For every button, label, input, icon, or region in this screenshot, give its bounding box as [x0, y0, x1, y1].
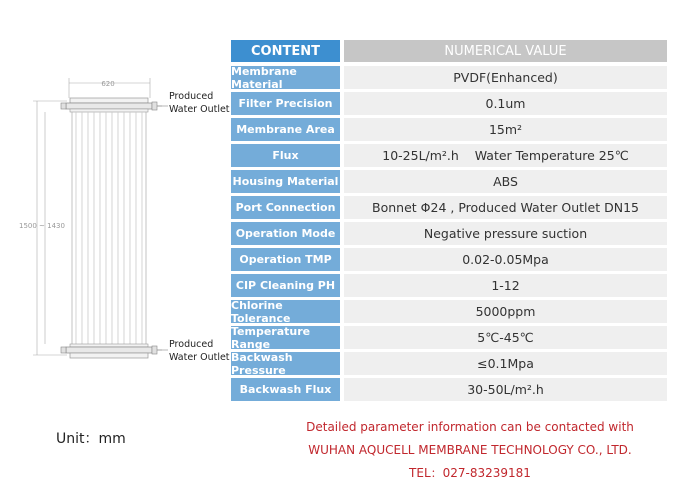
row-value: Negative pressure suction: [344, 222, 667, 245]
row-key: Membrane Material: [231, 66, 340, 89]
table-row: [231, 222, 667, 248]
row-key: Backwash Flux: [231, 378, 340, 401]
table-row: [231, 66, 667, 92]
top-outlet-label-line2: Water Outlet: [169, 104, 230, 115]
height-dimension: 1500 ~ 1430: [19, 222, 65, 230]
row-value: 30-50L/m².h: [344, 378, 667, 401]
row-key: Filter Precision: [231, 92, 340, 115]
unit-label: Unit：mm: [56, 431, 126, 447]
row-key: Chlorine Tolerance: [231, 300, 340, 323]
telephone: TEL：027-83239181: [409, 466, 531, 480]
row-key: Housing Material: [231, 170, 340, 193]
row-value: ≤0.1Mpa: [344, 352, 667, 375]
header-numerical-value: NUMERICAL VALUE: [344, 40, 667, 62]
table-row: [231, 170, 667, 196]
row-value: ABS: [344, 170, 667, 193]
width-dimension: 620: [101, 80, 115, 88]
row-value: 10-25L/m².h Water Temperature 25℃: [344, 144, 667, 167]
table-row: [231, 92, 667, 118]
table-row: [231, 352, 667, 378]
row-key: CIP Cleaning PH: [231, 274, 340, 297]
table-row: [231, 118, 667, 144]
top-outlet-label-line1: Produced: [169, 91, 214, 102]
contact-block: [290, 416, 650, 485]
table-row: [231, 196, 667, 222]
row-value: Bonnet Φ24 , Produced Water Outlet DN15: [344, 196, 667, 219]
row-key: Temperature Range: [231, 326, 340, 349]
row-key: Membrane Area: [231, 118, 340, 141]
bottom-outlet-label-line2: Water Outlet: [169, 352, 230, 363]
row-value: 0.1um: [344, 92, 667, 115]
bottom-outlet-label-line1: Produced: [169, 339, 214, 350]
header-content: CONTENT: [231, 40, 340, 62]
row-key: Port Connection: [231, 196, 340, 219]
table-row: [231, 300, 667, 326]
row-value: 5℃-45℃: [344, 326, 667, 349]
bottom-outlet-label: [169, 338, 230, 364]
row-value: 1-12: [344, 274, 667, 297]
row-value: 0.02-0.05Mpa: [344, 248, 667, 271]
table-row: [231, 274, 667, 300]
row-key: Backwash Pressure: [231, 352, 340, 375]
table-row: [231, 144, 667, 170]
table-row: [231, 248, 667, 274]
company-name: WUHAN AQUCELL MEMBRANE TECHNOLOGY CO., LTD.: [308, 443, 632, 457]
top-outlet-label: [169, 90, 230, 116]
row-key: Operation Mode: [231, 222, 340, 245]
row-key: Flux: [231, 144, 340, 167]
row-key: Operation TMP: [231, 248, 340, 271]
row-value: 5000ppm: [344, 300, 667, 323]
table-row: [231, 378, 667, 404]
table-row: [231, 326, 667, 352]
spec-table: [231, 40, 667, 404]
table-header-row: [231, 40, 667, 66]
contact-note: Detailed parameter information can be contacted with: [306, 420, 634, 434]
membrane-module-drawing: [0, 0, 230, 400]
row-value: PVDF(Enhanced): [344, 66, 667, 89]
row-value: 15m²: [344, 118, 667, 141]
